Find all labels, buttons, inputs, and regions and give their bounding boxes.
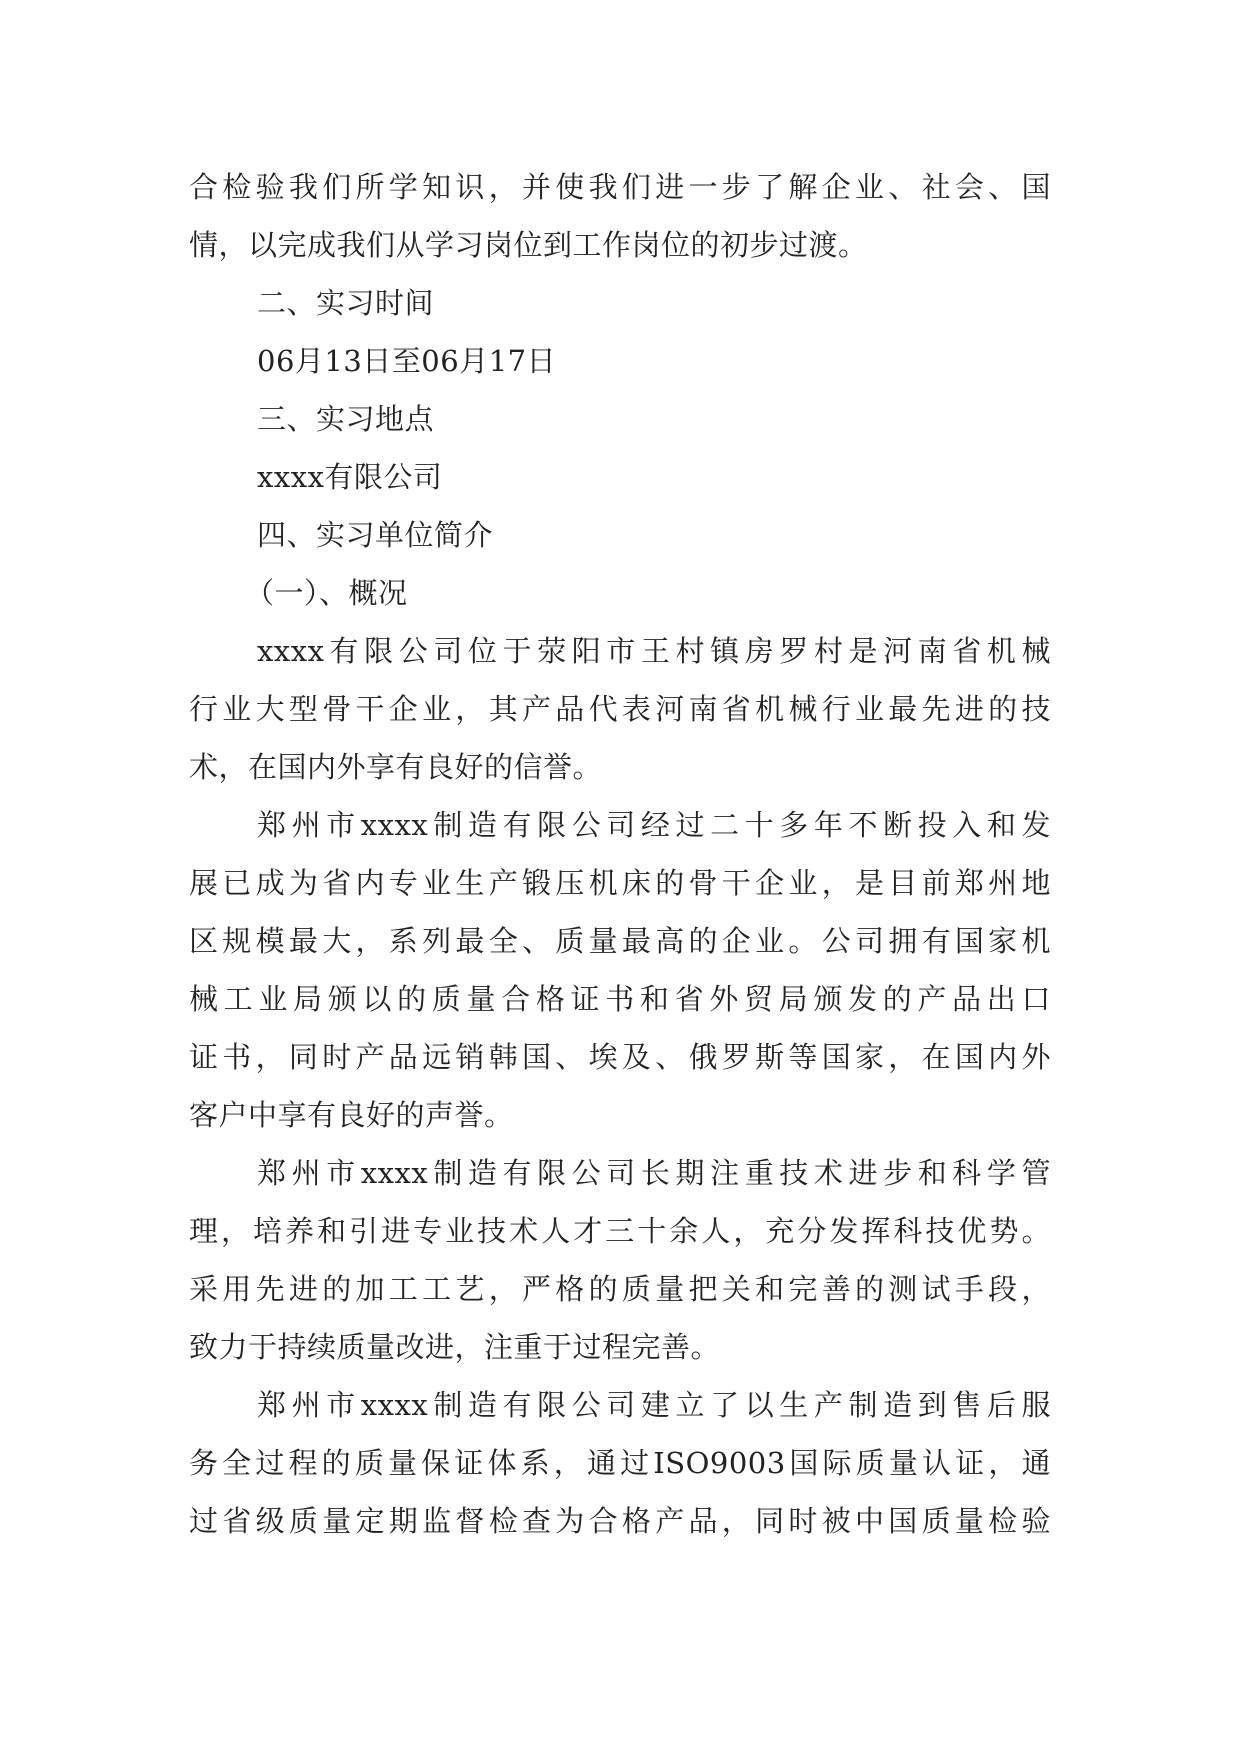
- body-text-line: 区规模最大，系列最全、质量最高的企业。公司拥有国家机: [189, 924, 1051, 958]
- body-text-line: 行业大型骨干企业，其产品代表河南省机械行业最先进的技: [189, 692, 1051, 726]
- internship-dates: 06月13日至06月17日: [257, 344, 557, 378]
- body-text-line: 过省级质量定期监督检查为合格产品，同时被中国质量检验: [189, 1504, 1051, 1538]
- body-text-line: 郑州市xxxx制造有限公司建立了以生产制造到售后服: [257, 1388, 1051, 1422]
- document-body: [189, 158, 1051, 1550]
- internship-company-name: xxxx有限公司: [257, 460, 443, 494]
- body-text-line: 客户中享有良好的声誉。: [189, 1098, 514, 1132]
- section-heading-company-intro: 四、实习单位简介: [257, 518, 494, 552]
- body-text-line: 理，培养和引进专业技术人才三十余人，充分发挥科技优势。: [189, 1214, 1051, 1248]
- body-text-line: 致力于持续质量改进，注重于过程完善。: [189, 1330, 721, 1364]
- body-text-line: 郑州市xxxx制造有限公司长期注重技术进步和科学管: [257, 1156, 1051, 1190]
- body-text-line: 情，以完成我们从学习岗位到工作岗位的初步过渡。: [189, 228, 868, 262]
- body-text-line: 务全过程的质量保证体系，通过ISO9003国际质量认证，通: [189, 1446, 1051, 1480]
- subsection-heading-overview: （一）、概况: [245, 576, 408, 610]
- body-text-line: xxxx有限公司位于荥阳市王村镇房罗村是河南省机械: [257, 634, 1051, 668]
- body-text-line: 郑州市xxxx制造有限公司经过二十多年不断投入和发: [257, 808, 1051, 842]
- section-heading-internship-location: 三、实习地点: [257, 402, 435, 436]
- section-heading-internship-time: 二、实习时间: [257, 286, 435, 320]
- body-text-line: 证书，同时产品远销韩国、埃及、俄罗斯等国家，在国内外: [189, 1040, 1051, 1074]
- body-text-line: 合检验我们所学知识，并使我们进一步了解企业、社会、国: [189, 170, 1051, 204]
- body-text-line: 采用先进的加工工艺，严格的质量把关和完善的测试手段，: [189, 1272, 1051, 1306]
- body-text-line: 展已成为省内专业生产锻压机床的骨干企业，是目前郑州地: [189, 866, 1051, 900]
- body-text-line: 械工业局颁以的质量合格证书和省外贸局颁发的产品出口: [189, 982, 1051, 1016]
- body-text-line: 术，在国内外享有良好的信誉。: [189, 750, 603, 784]
